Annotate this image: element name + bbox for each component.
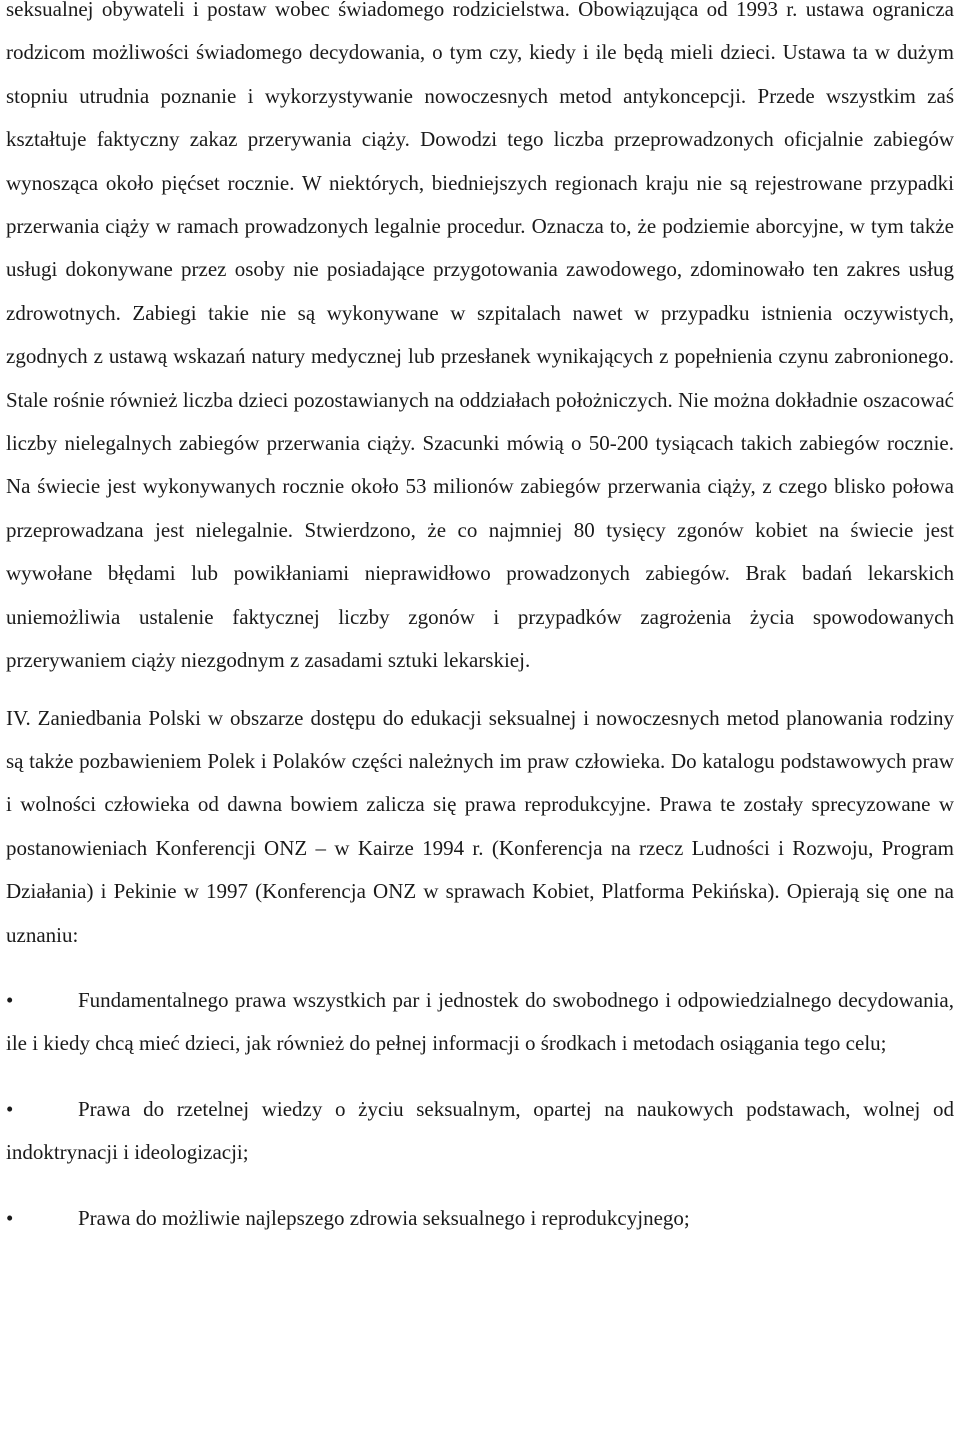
bullet-text: Fundamentalnego prawa wszystkich par i jednostek do swobodnego i odpowiedzialnego decydowania, ile i kiedy chcą mieć dzieci, jak również do pełnej informacji o środkach i metodach osiągania tego celu; — [6, 987, 954, 1056]
bullet-icon: • — [6, 987, 14, 1012]
bullet-text: Prawa do rzetelnej wiedzy o życiu seksualnym, opartej na naukowych podstawach, wolnej od indoktrynacji i ideologizacji; — [6, 1096, 954, 1165]
document-page — [6, 0, 954, 1240]
bullet-icon: • — [6, 1205, 14, 1230]
bullet-item — [6, 1197, 954, 1240]
body-paragraph-section-iv: IV. Zaniedbania Polski w obszarze dostępu do edukacji seksualnej i nowoczesnych metod planowania rodziny są także pozbawieniem Polek i Polaków części należnych im praw człowieka. Do katalogu podstawowych praw i wolności człowieka od dawna bowiem zalicza się prawa reprodukcyjne. Prawa te zostały sprecyzowane w postanowieniach Konferencji ONZ – w Kairze 1994 r. (Konferencja na rzecz Ludności i Rozwoju, Program Działania) i Pekinie w 1997 (Konferencja ONZ w sprawach Kobiet, Platforma Pekińska). Opierają się one na uznaniu: — [6, 705, 954, 947]
bullet-icon: • — [6, 1096, 14, 1121]
body-paragraph: seksualnej obywateli i postaw wobec świadomego rodzicielstwa. Obowiązująca od 1993 r. ustawa ogranicza rodzicom możliwości świadomego decydowania, o tym czy, kiedy i ile będą mieli dzieci. Ustawa ta w dużym stopniu utrudnia poznanie i wykorzystywanie nowoczesnych metod antykoncepcji. Przede wszystkim zaś kształtuje faktyczny zakaz przerywania ciąży. Dowodzi tego liczba przeprowadzonych oficjalnie zabiegów wynosząca około pięćset rocznie. W niektórych, biedniejszych regionach kraju nie są rejestrowane przypadki przerwania ciąży w ramach prowadzonych legalnie procedur. Oznacza to, że podziemie aborcyjne, w tym także usługi dokonywane przez osoby nie posiadające przygotowania zawodowego, zdominowało ten zakres usług zdrowotnych. Zabiegi takie nie są wykonywane w szpitalach nawet w przypadku istnienia oczywistych, zgodnych z ustawą wskazań natury medycznej lub przesłanek wynikających z popełnienia czynu zabronionego. Stale rośnie również liczba dzieci pozostawianych na oddziałach położniczych. Nie można dokładnie oszacować liczby nielegalnych zabiegów przerwania ciąży. Szacunki mówią o 50-200 tysiącach takich zabiegów rocznie. Na świecie jest wykonywanych rocznie około 53 milionów zabiegów przerwania ciąży, z czego blisko połowa przeprowadzana jest nielegalnie. Stwierdzono, że co najmniej 80 tysięcy zgonów kobiet na świecie jest wywołane błędami lub powikłaniami nieprawidłowo prowadzonych zabiegów. Brak badań lekarskich uniemożliwia ustalenie faktycznej liczby zgonów i przypadków zagrożenia życia spowodowanych przerywaniem ciąży niezgodnym z zasadami sztuki lekarskiej. — [6, 0, 954, 673]
bullet-text: Prawa do możliwie najlepszego zdrowia seksualnego i reprodukcyjnego; — [78, 1205, 690, 1230]
bullet-item — [6, 979, 954, 1066]
bullet-item — [6, 1088, 954, 1175]
